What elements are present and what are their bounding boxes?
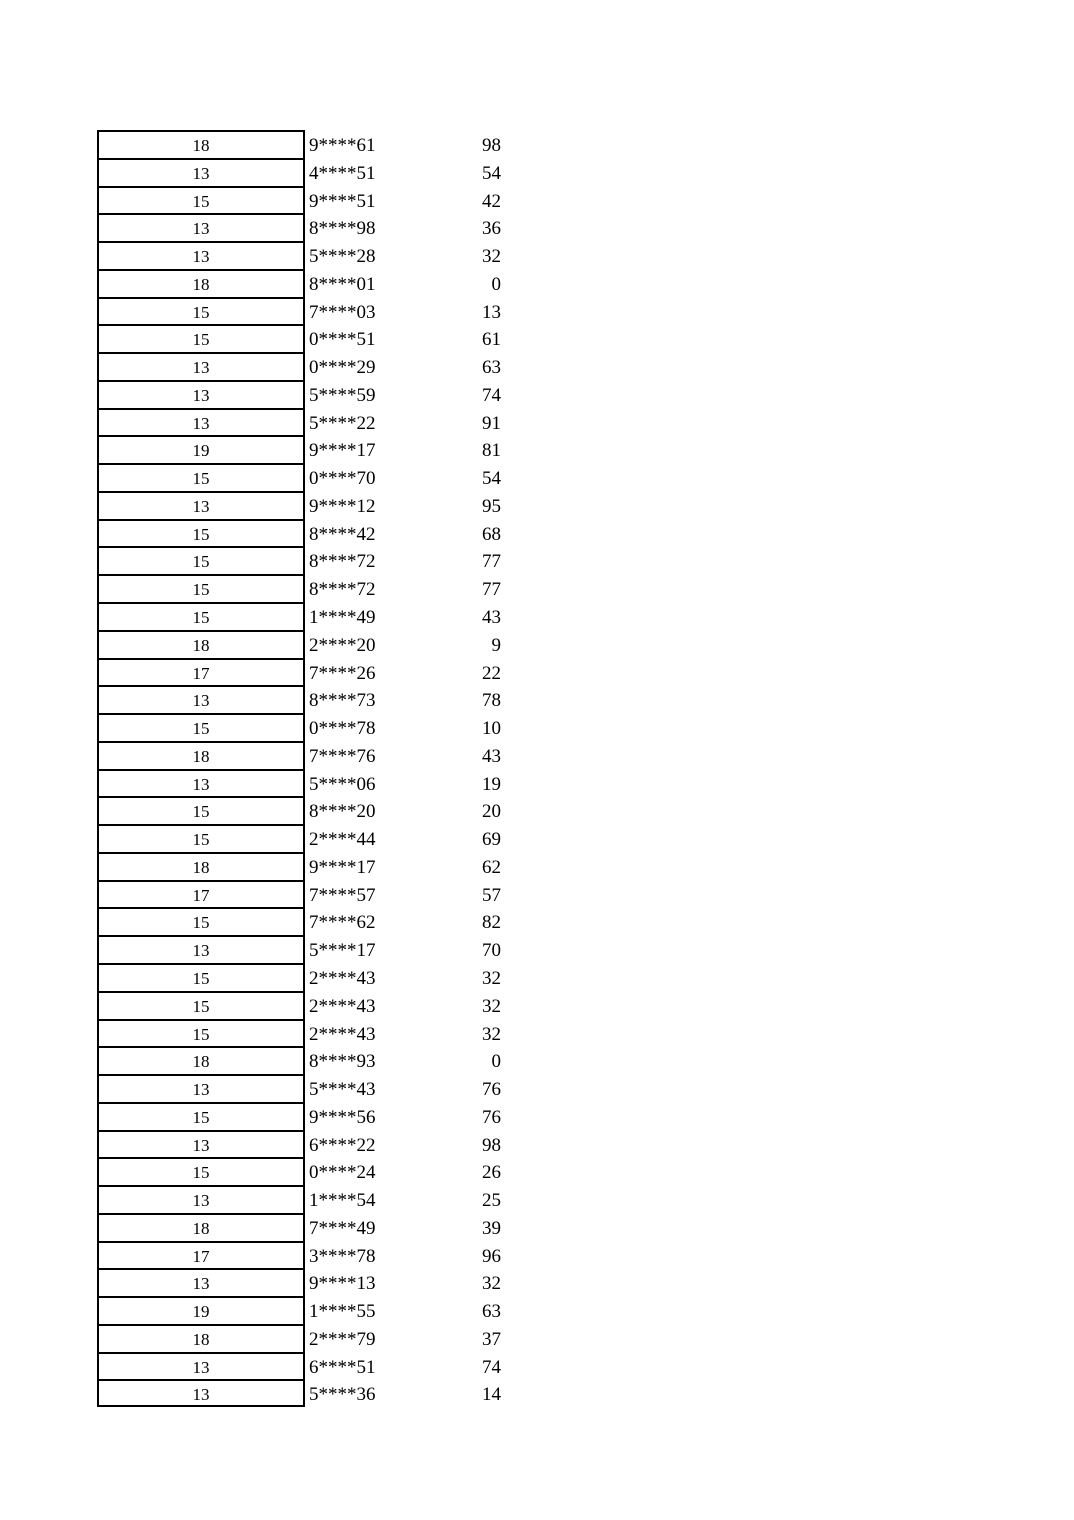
cell-masked-id[interactable]: 8****93 (309, 1051, 376, 1073)
cell-age[interactable]: 15 (97, 297, 305, 325)
table-row (97, 907, 517, 935)
cell-masked-id[interactable]: 7****57 (309, 884, 376, 906)
spreadsheet-table (97, 130, 517, 1407)
table-row (97, 491, 517, 519)
cell-score[interactable]: 61 (482, 329, 501, 351)
cell-age[interactable]: 13 (97, 158, 305, 186)
table-row (97, 630, 517, 658)
cell-score[interactable]: 69 (482, 829, 501, 851)
table-row (97, 1296, 517, 1324)
table-row (97, 546, 517, 574)
cell-age[interactable]: 18 (97, 130, 305, 158)
cell-masked-id[interactable]: 7****62 (309, 912, 376, 934)
cell-score[interactable]: 32 (482, 1023, 501, 1045)
cell-score[interactable]: 78 (482, 690, 501, 712)
table-row (97, 297, 517, 325)
cell-masked-id[interactable]: 9****13 (309, 1273, 376, 1295)
table-row (97, 713, 517, 741)
table-row (97, 1268, 517, 1296)
table-row (97, 935, 517, 963)
cell-score[interactable]: 63 (482, 1301, 501, 1323)
table-row (97, 241, 517, 269)
cell-age[interactable]: 15 (97, 991, 305, 1019)
cell-age[interactable]: 13 (97, 1379, 305, 1407)
cell-score[interactable]: 14 (482, 1384, 501, 1406)
table-row (97, 658, 517, 686)
cell-score[interactable]: 95 (482, 495, 501, 517)
cell-age[interactable]: 15 (97, 907, 305, 935)
cell-age[interactable]: 15 (97, 602, 305, 630)
table-row (97, 1241, 517, 1269)
cell-score[interactable]: 13 (482, 301, 501, 323)
cell-score[interactable]: 70 (482, 940, 501, 962)
table-row (97, 685, 517, 713)
cell-age[interactable]: 17 (97, 1241, 305, 1269)
cell-masked-id[interactable]: 7****26 (309, 662, 376, 684)
cell-age[interactable]: 13 (97, 1130, 305, 1158)
cell-score[interactable]: 81 (482, 440, 501, 462)
cell-masked-id[interactable]: 2****43 (309, 1023, 376, 1045)
cell-masked-id[interactable]: 7****03 (309, 301, 376, 323)
table-row (97, 1157, 517, 1185)
cell-age[interactable]: 18 (97, 269, 305, 297)
table-row (97, 186, 517, 214)
cell-age[interactable]: 18 (97, 630, 305, 658)
table-row (97, 1379, 517, 1407)
cell-age[interactable]: 13 (97, 1268, 305, 1296)
cell-score[interactable]: 32 (482, 246, 501, 268)
cell-masked-id[interactable]: 7****49 (309, 1217, 376, 1239)
cell-age[interactable]: 17 (97, 880, 305, 908)
cell-age[interactable]: 15 (97, 186, 305, 214)
cell-age[interactable]: 15 (97, 1157, 305, 1185)
cell-score[interactable]: 25 (482, 1190, 501, 1212)
table-row (97, 324, 517, 352)
cell-masked-id[interactable]: 6****51 (309, 1356, 376, 1378)
cell-score[interactable]: 0 (491, 1051, 501, 1073)
cell-score[interactable]: 39 (482, 1217, 501, 1239)
table-row (97, 1102, 517, 1130)
cell-masked-id[interactable]: 2****43 (309, 995, 376, 1017)
cell-masked-id[interactable]: 8****98 (309, 218, 376, 240)
table-row (97, 463, 517, 491)
cell-age[interactable]: 15 (97, 824, 305, 852)
cell-score[interactable]: 98 (482, 1134, 501, 1156)
table-row (97, 269, 517, 297)
cell-age[interactable]: 13 (97, 408, 305, 436)
table-row (97, 741, 517, 769)
cell-masked-id[interactable]: 0****24 (309, 1162, 376, 1184)
cell-score[interactable]: 10 (482, 718, 501, 740)
cell-age[interactable]: 15 (97, 1019, 305, 1047)
cell-masked-id[interactable]: 5****36 (309, 1384, 376, 1406)
table-row (97, 1352, 517, 1380)
table-row (97, 408, 517, 436)
cell-score[interactable]: 37 (482, 1328, 501, 1350)
cell-score[interactable]: 54 (482, 468, 501, 490)
cell-score[interactable]: 68 (482, 523, 501, 545)
table-row (97, 1074, 517, 1102)
cell-masked-id[interactable]: 9****56 (309, 1106, 376, 1128)
cell-age[interactable]: 17 (97, 658, 305, 686)
cell-masked-id[interactable]: 5****59 (309, 384, 376, 406)
cell-score[interactable]: 63 (482, 357, 501, 379)
cell-score[interactable]: 54 (482, 162, 501, 184)
cell-age[interactable]: 13 (97, 380, 305, 408)
table-row (97, 213, 517, 241)
cell-score[interactable]: 91 (482, 412, 501, 434)
cell-score[interactable]: 32 (482, 995, 501, 1017)
cell-age[interactable]: 13 (97, 1352, 305, 1380)
cell-age[interactable]: 15 (97, 713, 305, 741)
cell-masked-id[interactable]: 8****72 (309, 551, 376, 573)
cell-age[interactable]: 13 (97, 935, 305, 963)
cell-age[interactable]: 13 (97, 491, 305, 519)
cell-masked-id[interactable]: 2****43 (309, 967, 376, 989)
cell-score[interactable]: 62 (482, 856, 501, 878)
cell-age[interactable]: 15 (97, 519, 305, 547)
cell-score[interactable]: 77 (482, 579, 501, 601)
table-row (97, 519, 517, 547)
cell-score[interactable]: 36 (482, 218, 501, 240)
cell-age[interactable]: 15 (97, 1102, 305, 1130)
cell-masked-id[interactable]: 2****20 (309, 634, 376, 656)
cell-score[interactable]: 20 (482, 801, 501, 823)
cell-age[interactable]: 13 (97, 241, 305, 269)
table-row (97, 602, 517, 630)
table-row (97, 1185, 517, 1213)
cell-score[interactable]: 76 (482, 1106, 501, 1128)
cell-score[interactable]: 77 (482, 551, 501, 573)
cell-score[interactable]: 43 (482, 607, 501, 629)
cell-masked-id[interactable]: 5****22 (309, 412, 376, 434)
table-row (97, 852, 517, 880)
cell-age[interactable]: 13 (97, 685, 305, 713)
cell-masked-id[interactable]: 0****70 (309, 468, 376, 490)
cell-age[interactable]: 15 (97, 963, 305, 991)
table-row (97, 435, 517, 463)
cell-score[interactable]: 76 (482, 1079, 501, 1101)
table-row (97, 1130, 517, 1158)
cell-score[interactable]: 22 (482, 662, 501, 684)
cell-masked-id[interactable]: 1****55 (309, 1301, 376, 1323)
cell-masked-id[interactable]: 9****12 (309, 495, 376, 517)
table-row (97, 824, 517, 852)
cell-score[interactable]: 74 (482, 1356, 501, 1378)
table-row (97, 880, 517, 908)
table-row (97, 796, 517, 824)
cell-age[interactable]: 15 (97, 546, 305, 574)
cell-masked-id[interactable]: 7****76 (309, 745, 376, 767)
table-row (97, 963, 517, 991)
table-row (97, 380, 517, 408)
cell-masked-id[interactable]: 9****61 (309, 135, 376, 156)
cell-score[interactable]: 98 (482, 135, 501, 156)
cell-age[interactable]: 13 (97, 1074, 305, 1102)
cell-masked-id[interactable]: 0****29 (309, 357, 376, 379)
cell-masked-id[interactable]: 5****06 (309, 773, 376, 795)
cell-masked-id[interactable]: 1****54 (309, 1190, 376, 1212)
table-row (97, 1213, 517, 1241)
cell-score[interactable]: 42 (482, 190, 501, 212)
table-row (97, 1046, 517, 1074)
cell-age[interactable]: 15 (97, 796, 305, 824)
table-row (97, 1324, 517, 1352)
cell-age[interactable]: 13 (97, 769, 305, 797)
cell-masked-id[interactable]: 8****73 (309, 690, 376, 712)
cell-score[interactable]: 96 (482, 1245, 501, 1267)
cell-age[interactable]: 13 (97, 352, 305, 380)
cell-masked-id[interactable]: 5****28 (309, 246, 376, 268)
cell-masked-id[interactable]: 8****72 (309, 579, 376, 601)
cell-age[interactable]: 19 (97, 435, 305, 463)
cell-masked-id[interactable]: 9****51 (309, 190, 376, 212)
cell-score[interactable]: 32 (482, 967, 501, 989)
cell-score[interactable]: 82 (482, 912, 501, 934)
cell-score[interactable]: 32 (482, 1273, 501, 1295)
cell-age[interactable]: 13 (97, 1185, 305, 1213)
cell-score[interactable]: 19 (482, 773, 501, 795)
cell-masked-id[interactable]: 6****22 (309, 1134, 376, 1156)
cell-masked-id[interactable]: 0****51 (309, 329, 376, 351)
cell-masked-id[interactable]: 8****01 (309, 273, 376, 295)
cell-age[interactable]: 15 (97, 324, 305, 352)
cell-masked-id[interactable]: 8****42 (309, 523, 376, 545)
cell-age[interactable]: 13 (97, 213, 305, 241)
table-row (97, 352, 517, 380)
cell-age[interactable]: 19 (97, 1296, 305, 1324)
cell-masked-id[interactable]: 4****51 (309, 162, 376, 184)
table-row (97, 1019, 517, 1047)
cell-masked-id[interactable]: 9****17 (309, 856, 376, 878)
cell-masked-id[interactable]: 5****17 (309, 940, 376, 962)
table-row (97, 574, 517, 602)
cell-masked-id[interactable]: 9****17 (309, 440, 376, 462)
cell-age[interactable]: 15 (97, 463, 305, 491)
cell-score[interactable]: 43 (482, 745, 501, 767)
cell-masked-id[interactable]: 0****78 (309, 718, 376, 740)
cell-masked-id[interactable]: 5****43 (309, 1079, 376, 1101)
table-row (97, 991, 517, 1019)
cell-masked-id[interactable]: 3****78 (309, 1245, 376, 1267)
cell-masked-id[interactable]: 8****20 (309, 801, 376, 823)
cell-score[interactable]: 57 (482, 884, 501, 906)
cell-masked-id[interactable]: 2****44 (309, 829, 376, 851)
cell-score[interactable]: 9 (491, 634, 501, 656)
cell-masked-id[interactable]: 2****79 (309, 1328, 376, 1350)
cell-score[interactable]: 26 (482, 1162, 501, 1184)
table-row (97, 130, 517, 158)
table-row (97, 769, 517, 797)
cell-score[interactable]: 74 (482, 384, 501, 406)
cell-masked-id[interactable]: 1****49 (309, 607, 376, 629)
cell-age[interactable]: 18 (97, 1046, 305, 1074)
table-row (97, 158, 517, 186)
cell-age[interactable]: 18 (97, 741, 305, 769)
cell-age[interactable]: 18 (97, 852, 305, 880)
cell-age[interactable]: 15 (97, 574, 305, 602)
cell-age[interactable]: 18 (97, 1213, 305, 1241)
cell-score[interactable]: 0 (491, 273, 501, 295)
cell-age[interactable]: 18 (97, 1324, 305, 1352)
